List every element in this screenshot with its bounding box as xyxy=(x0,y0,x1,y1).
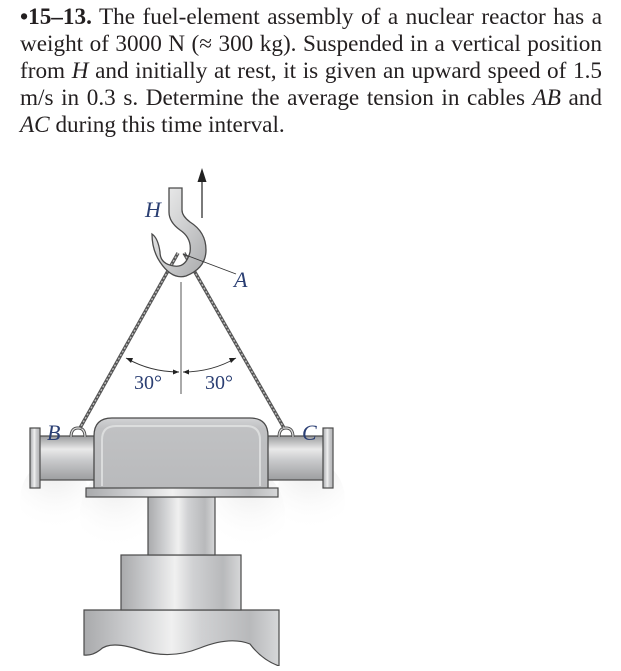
angle-label-left: 30° xyxy=(134,372,162,394)
problem-text-4: during this time interval. xyxy=(49,112,285,138)
cable-ab-ref: AB xyxy=(532,85,561,111)
cable-ac-ref: AC xyxy=(20,112,50,138)
lower-block xyxy=(121,555,241,610)
right-flange xyxy=(323,428,333,488)
reactor-base xyxy=(84,610,279,666)
figure-drawing xyxy=(0,150,621,666)
problem-text-2: and initially at rest, it is given an upward speed of 1.5 m/s in 0.3 s. Determine the average tension in cables xyxy=(20,58,602,111)
base-plate xyxy=(86,488,278,497)
problem-text-3: and xyxy=(560,85,602,111)
upward-arrow-icon xyxy=(198,168,207,218)
point-h-ref: H xyxy=(71,58,89,84)
fuel-element-housing xyxy=(94,418,268,489)
problem-text-1: The fuel-element assembly of a nuclear reactor has a weight of 3000 N (≈ 300 kg). Suspended in a vertical position from xyxy=(20,4,602,84)
label-h: H xyxy=(145,197,161,222)
label-b: B xyxy=(47,420,61,445)
reactor-assembly-figure xyxy=(0,150,621,666)
problem-statement xyxy=(20,4,602,139)
cable-ab xyxy=(80,253,178,428)
label-a: A xyxy=(234,267,248,292)
problem-number: •15–13. xyxy=(20,4,92,30)
left-flange xyxy=(30,428,40,488)
support-column xyxy=(148,497,215,555)
label-c: C xyxy=(302,420,317,445)
angle-label-right: 30° xyxy=(205,372,233,394)
